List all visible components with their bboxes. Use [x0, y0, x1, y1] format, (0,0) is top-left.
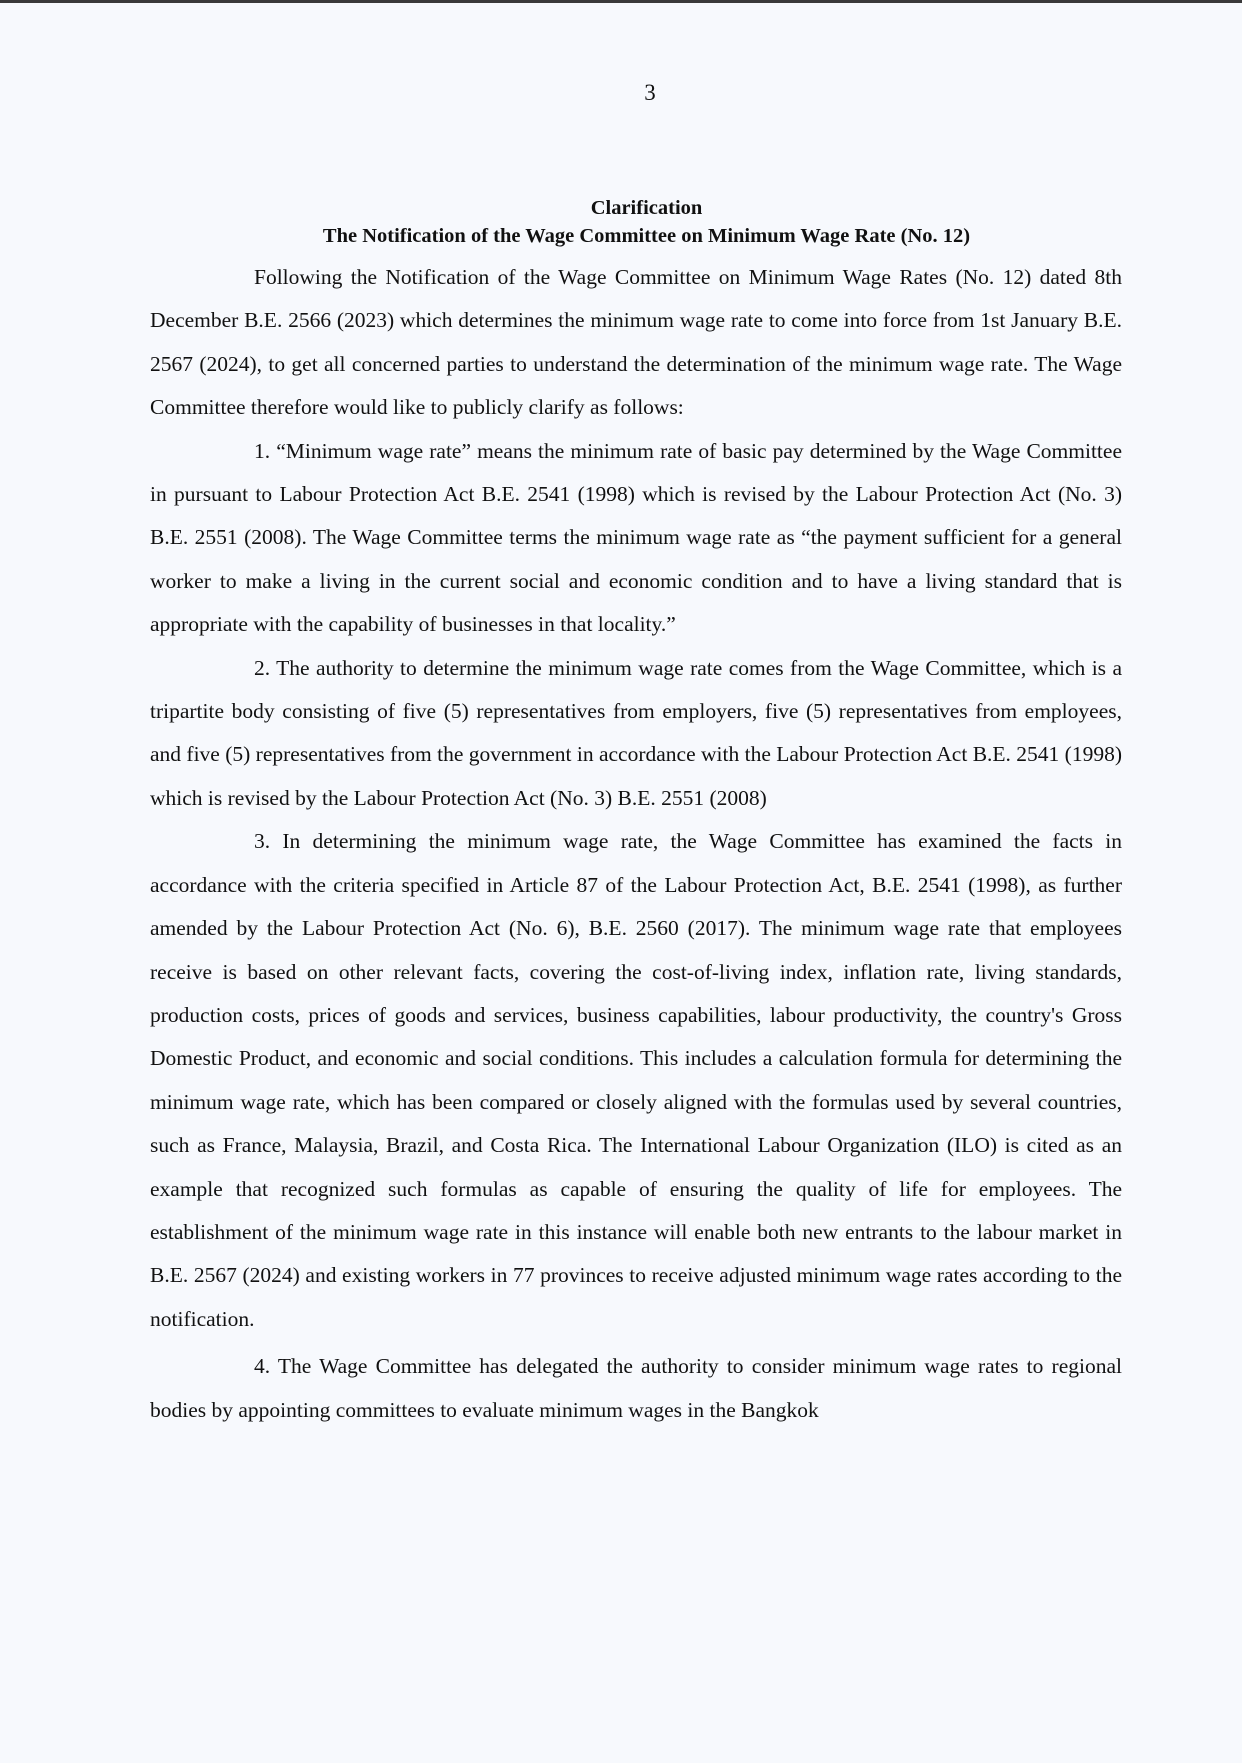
- document-body: [150, 256, 1122, 1432]
- page-number: 3: [644, 80, 656, 105]
- paragraph-4: 4. The Wage Committee has delegated the authority to consider minimum wage rates to regional bodies by appointing committees to evaluate minimum wages in the Bangkok: [150, 1354, 1122, 1422]
- document-heading: Clarification: [590, 197, 703, 219]
- paragraph-3: 3. In determining the minimum wage rate, the Wage Committee has examined the facts in accordance with the criteria specified in Article 87 of the Labour Protection Act, B.E. 2541 (1998), as further amended by the Labour Protection Act (No. 6), B.E. 2560 (2017). The minimum wage rate that employees receive is based on other relevant facts, covering the cost-of-living index, inflation rate, living standards, production costs, prices of goods and services, business capabilities, labour productivity, the country's Gross Domestic Product, and economic and social conditions. This includes a calculation formula for determining the minimum wage rate, which has been compared or closely aligned with the formulas used by several countries, such as France, Malaysia, Brazil, and Costa Rica. The International Labour Organization (ILO) is cited as an example that recognized such formulas as capable of ensuring the quality of life for employees. The establishment of the minimum wage rate in this instance will enable both new entrants to the labour market in B.E. 2567 (2024) and existing workers in 77 provinces to receive adjusted minimum wage rates according to the notification.: [150, 829, 1122, 1331]
- document-subheading: The Notification of the Wage Committee on Minimum Wage Rate (No. 12): [322, 225, 971, 247]
- paragraph-2: 2. The authority to determine the minimum wage rate comes from the Wage Committee, which is a tripartite body consisting of five (5) representatives from employers, five (5) representatives from employees, and five (5) representatives from the government in accordance with the Labour Protection Act B.E. 2541 (1998) which is revised by the Labour Protection Act (No. 3) B.E. 2551 (2008): [150, 655, 1122, 810]
- paragraph-intro: Following the Notification of the Wage Committee on Minimum Wage Rates (No. 12) dated 8th December B.E. 2566 (2023) which determines the minimum wage rate to come into force from 1st January B.E. 2567 (2024), to get all concerned parties to understand the determination of the minimum wage rate. The Wage Committee therefore would like to publicly clarify as follows:: [150, 265, 1122, 420]
- page-top-edge: [0, 0, 1242, 3]
- paragraph-1: 1. “Minimum wage rate” means the minimum rate of basic pay determined by the Wage Committee in pursuant to Labour Protection Act B.E. 2541 (1998) which is revised by the Labour Protection Act (No. 3) B.E. 2551 (2008). The Wage Committee terms the minimum wage rate as “the payment sufficient for a general worker to make a living in the current social and economic condition and to have a living standard that is appropriate with the capability of businesses in that locality.”: [150, 438, 1122, 637]
